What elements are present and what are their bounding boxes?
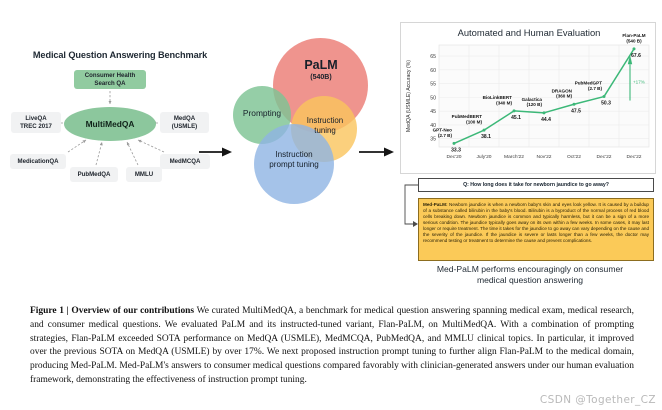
node-label: MultiMedQA bbox=[85, 119, 135, 129]
evaluation-chart-card bbox=[400, 22, 656, 174]
node-medicationqa[interactable] bbox=[10, 154, 66, 169]
results-panel bbox=[400, 22, 658, 292]
venn-label-prompting: Prompting bbox=[242, 108, 282, 118]
svg-text:March'22: March'22 bbox=[504, 155, 524, 160]
svg-text:(100 M): (100 M) bbox=[466, 119, 482, 125]
benchmark-panel bbox=[8, 48, 220, 208]
caption-body: We curated MultiMedQA, a benchmark for medical question answering spanning medical exam, medical research, and consumer medical questions. We evaluated PaLM and its instructed-tuned variant, Flan-PaLM, on MultiMedQA. With a combination of prompting strategies, Flan-PaLM exceeded SOTA performance on MedQA (USMLE), MedMCQA, PubMedQA, and MMLU clinical topics. In particular, it improved over the previous SOTA on MedQA (USMLE) by over 17%. We next proposed instruction prompt tuning to further align Flan-PaLM to the medical domain, producing Med-PaLM. Med-PaLM's answers to consumer medical questions compared favorably with clinician-generated answers under our human evaluation framework, demonstrating the effectiveness of instruction prompt tuning. bbox=[30, 306, 634, 385]
venn-label-instruction-tuning: Instruction tuning bbox=[306, 116, 344, 135]
watermark: CSDN @Together_CZ bbox=[539, 394, 656, 406]
venn-palm-size: (540B) bbox=[310, 74, 332, 82]
svg-text:Galactica: Galactica bbox=[521, 96, 542, 102]
qa-caption: Med-PaLM performs encouragingly on consumer medical question answering bbox=[436, 264, 624, 285]
svg-text:50: 50 bbox=[430, 95, 436, 102]
svg-text:Oct'22: Oct'22 bbox=[567, 155, 581, 160]
svg-text:65: 65 bbox=[430, 54, 436, 61]
venn-panel bbox=[232, 36, 384, 216]
node-label: MedicationQA bbox=[17, 157, 59, 165]
svg-text:40: 40 bbox=[430, 122, 436, 129]
arrow-venn-to-results bbox=[358, 144, 396, 160]
svg-text:PubMedBERT: PubMedBERT bbox=[451, 114, 482, 120]
svg-text:38.1: 38.1 bbox=[481, 134, 491, 141]
svg-text:Dec'22: Dec'22 bbox=[626, 155, 642, 160]
qa-example bbox=[400, 176, 656, 292]
node-consumer-health-search-qa[interactable] bbox=[74, 70, 146, 89]
svg-text:MedQA (USMLE) Accuracy (%): MedQA (USMLE) Accuracy (%) bbox=[406, 59, 412, 133]
svg-text:PubMedGPT: PubMedGPT bbox=[574, 80, 602, 86]
svg-text:67.6: 67.6 bbox=[631, 52, 641, 59]
svg-text:45: 45 bbox=[430, 109, 436, 116]
svg-text:(2.7 B): (2.7 B) bbox=[587, 85, 602, 91]
svg-text:DRAGON: DRAGON bbox=[551, 88, 572, 94]
svg-text:47.5: 47.5 bbox=[571, 108, 581, 115]
venn-palm-name: PaLM bbox=[304, 58, 338, 72]
svg-text:(340 M): (340 M) bbox=[496, 100, 512, 106]
venn-label-instruction-prompt-tuning: Instruction prompt tuning bbox=[269, 150, 319, 169]
node-label: Consumer Health Search QA bbox=[84, 71, 136, 87]
svg-text:(2.7 B): (2.7 B) bbox=[437, 132, 452, 138]
svg-text:Dec'22: Dec'22 bbox=[596, 155, 612, 160]
node-medqa[interactable] bbox=[160, 112, 209, 133]
svg-text:45.1: 45.1 bbox=[511, 114, 521, 121]
figure-caption bbox=[30, 305, 634, 388]
answer-box bbox=[418, 198, 654, 261]
venn-circle-instruction-prompt-tuning bbox=[254, 124, 334, 204]
svg-text:Dec'20: Dec'20 bbox=[446, 155, 462, 160]
node-label: MedQA (USMLE) bbox=[171, 114, 198, 130]
question-box: Q: How long does it take for newborn jaundice to go away? bbox=[418, 178, 654, 192]
svg-text:+17%: +17% bbox=[633, 79, 645, 85]
svg-text:July'20: July'20 bbox=[476, 155, 492, 160]
svg-text:(360 M): (360 M) bbox=[556, 93, 572, 99]
benchmark-title: Medical Question Answering Benchmark bbox=[32, 50, 208, 60]
svg-text:Nov'22: Nov'22 bbox=[536, 155, 552, 160]
chart-title: Automated and Human Evaluation bbox=[457, 27, 601, 38]
node-multimedqa[interactable] bbox=[64, 107, 156, 141]
arrow-benchmark-to-venn bbox=[198, 144, 234, 160]
node-pubmedqa[interactable] bbox=[70, 167, 118, 182]
node-label: PubMedQA bbox=[77, 170, 111, 178]
svg-text:44.4: 44.4 bbox=[541, 116, 551, 123]
svg-text:Flan-PaLM: Flan-PaLM bbox=[622, 32, 646, 38]
svg-text:33.3: 33.3 bbox=[451, 147, 461, 154]
svg-text:(120 B): (120 B) bbox=[526, 102, 542, 108]
answer-speaker: Med-PaLM: bbox=[423, 202, 448, 207]
svg-text:55: 55 bbox=[430, 81, 436, 88]
svg-text:60: 60 bbox=[430, 67, 436, 74]
node-mmlu[interactable] bbox=[126, 167, 162, 182]
caption-label: Figure 1 | Overview of our contributions bbox=[30, 306, 195, 316]
svg-text:GPT-Neo: GPT-Neo bbox=[432, 127, 452, 133]
node-liveqa[interactable] bbox=[11, 112, 61, 133]
node-label: MMLU bbox=[134, 170, 154, 178]
svg-text:50.3: 50.3 bbox=[601, 100, 611, 107]
svg-text:BioLinkBERT: BioLinkBERT bbox=[482, 94, 512, 100]
svg-text:35: 35 bbox=[430, 136, 436, 143]
node-label: MedMCQA bbox=[169, 157, 201, 165]
node-label: LiveQA TREC 2017 bbox=[20, 114, 52, 130]
svg-text:(540 B): (540 B) bbox=[626, 38, 642, 44]
answer-text: Newborn jaundice is when a newborn baby's skin and eyes look yellow. It is caused by a buildup of a substance called bilirubin in the baby's blood. Bilirubin is a byproduct of the normal process of red blood cells breaking down. Newborn jaundice is common and typically harmless, but it can be a sign of a more serious condition. The jaundice typically goes away on its own within a few weeks. In some cases, it may last longer or require treatment. The time it takes for the jaundice to go away can vary depending on the cause and the severity of the jaundice. If the jaundice is severe or lasts longer than a few weeks, the doctor may recommend testing or treatment to determine the cause and prevent complications. bbox=[423, 202, 649, 244]
